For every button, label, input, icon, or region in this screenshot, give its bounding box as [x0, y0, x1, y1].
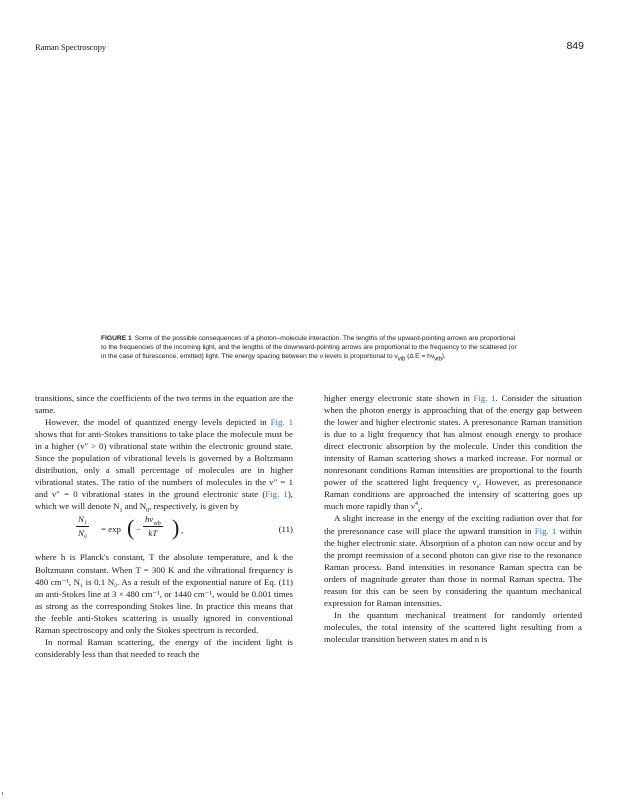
right-p1-part-a: higher energy electronic state shown in [324, 393, 474, 403]
equation-lhs-numerator: N₁ [76, 514, 89, 527]
figure-caption [101, 334, 519, 362]
equation-comma: , [181, 525, 184, 536]
left-paragraph-2 [35, 416, 293, 515]
left-column [35, 392, 293, 660]
equation-lhs-fraction [76, 514, 89, 539]
right-paragraph-3: In the quantum mechanical treatment for randomly oriented molecules, the total intensity of the scattered light resulting from a molecular transition between states m and n is [324, 609, 582, 644]
caption-end-sub-vib: vib [434, 356, 442, 363]
caption-end-open: (Δ E = hν [405, 353, 435, 361]
right-p1-sub-s-2: s [417, 508, 421, 515]
left-p2-part-c: ), which we will denote N [35, 489, 293, 512]
left-paragraph-3: where h is Planck's constant, T the absolute temperature, and k the Boltzmann constant. When T = 300 K and the vibrational frequency is 480 cm⁻¹, N₁ is 0.1 N₀. As a result of the exponential nature of Eq. (11) an anti-Stokes line at 3 × 480 cm⁻¹, or 1440 cm⁻¹, would be 0.001 times as strong as the corresponding Stokes line. In practice this means that the feeble anti-Stokes scattering is usually ignored in conventional Raman spectroscopy and only the Stokes spectrum is recorded. [35, 552, 293, 635]
left-paragraph-4: In normal Raman scattering, the energy of the incident light is considerably less than that needed to reach the [35, 636, 293, 659]
fig-1-link-d[interactable]: Fig. 1 [534, 525, 557, 536]
right-p1-part-b: . Consider the situation when the photon energy is approaching that of the energy gap between the lower and higher electronic states. A preresonance Raman transition is due to a light frequency that has almost enough energy to produce direct electronic absorption by the molecule. Under this condition the intensity of Raman scattering shows a marked increase. For normal or nonresonant conditions Raman intensities are proportional to the fourth power of the scattered light frequency ν [324, 393, 582, 488]
fig-1-link-c[interactable]: Fig. 1 [473, 393, 496, 403]
left-p2-sub-1: 1 [119, 508, 123, 515]
fig-1-link-b[interactable]: Fig. 1 [265, 489, 288, 500]
equation-rhs-numerator [143, 514, 163, 527]
fig-1-link-a[interactable]: Fig. 1 [270, 417, 293, 428]
equation-rhs-numerator-sub: vib [153, 521, 161, 528]
right-paragraph-1 [324, 392, 582, 515]
figure-label: FIGURE 1 [101, 335, 132, 342]
right-p1-part-c: . However, as preresonance Raman conditions are approached the intensity of scattering goes up much more rapidly than ν [324, 477, 582, 512]
equation-rhs-fraction [143, 514, 163, 539]
right-p2-part-b: within the higher electronic state. Absorption of a photon can now occur and by the prompt reemission of a second photon can give rise to the resonance Raman process. Band intensities in resonance Raman spectra can be orders of magnitude greater than those in normal Raman spectra. The reason for this can be seen by considering the quantum mechanical expression for Raman intensities. [324, 525, 582, 608]
right-paragraph-2 [324, 512, 582, 608]
corner-mark [2, 792, 3, 795]
equation-paren-left: ( [127, 515, 135, 541]
equation-paren-right: ) [172, 515, 180, 541]
left-p2-part-a: However, the model of quantized energy levels depicted in [45, 417, 271, 428]
left-p2-part-b: shows that for anti-Stokes transitions to take place the molecule must be in a higher (v″ > 0) vibrational state within the electronic ground state. Since the population of vibrational levels is governed by a Boltzmann distribution, only a small percentage of molecules are in higher vibrational states. The ratio of the numbers of molecules in the v″ = 1 and v″ = 0 vibrational states in the ground electronic state ( [35, 429, 293, 500]
equation-11 [35, 513, 293, 549]
right-p1-sub-s: s [476, 484, 479, 491]
equation-rhs-numerator-main: hν [145, 514, 154, 525]
equation-minus: − [136, 524, 141, 535]
right-p1-sup-4: 4 [414, 501, 418, 508]
equation-rhs-denominator: kT [148, 528, 158, 539]
figure-1-placeholder [97, 62, 517, 327]
equation-exp: = exp [101, 524, 121, 535]
caption-text: Some of the possible consequences of a photon–molecule interaction. The lengths of the upward-pointing arrows are proportional to the frequencies of the incoming light, and the lengths of the downward-pointing arrows are proportional to the frequency to the scattered (or in the case of flurescence, emitted) light. The energy spacing between the ν levels is proportional to ν [101, 335, 517, 361]
left-p2-part-e: , respectively, is given by [149, 501, 239, 512]
right-p2-part-a: A slight increase in the energy of the exciting radiation over that for the preresonance case will place the upward transition in [324, 513, 582, 536]
running-head: Raman Spectroscopy [35, 42, 106, 52]
caption-sub-vib: vib [397, 356, 406, 363]
left-paragraph-1: transitions, since the coefficients of the two terms in the equation are the same. [35, 393, 293, 416]
equation-lhs-denominator: N₀ [78, 528, 87, 539]
page-number: 849 [566, 40, 584, 52]
equation-number: (11) [278, 524, 293, 535]
right-column [324, 392, 582, 645]
right-p1-part-d: . [420, 501, 423, 512]
left-p2-sub-0: 0 [146, 508, 150, 515]
left-p2-part-d: and N [122, 501, 147, 512]
caption-end-close: ). [441, 353, 446, 361]
